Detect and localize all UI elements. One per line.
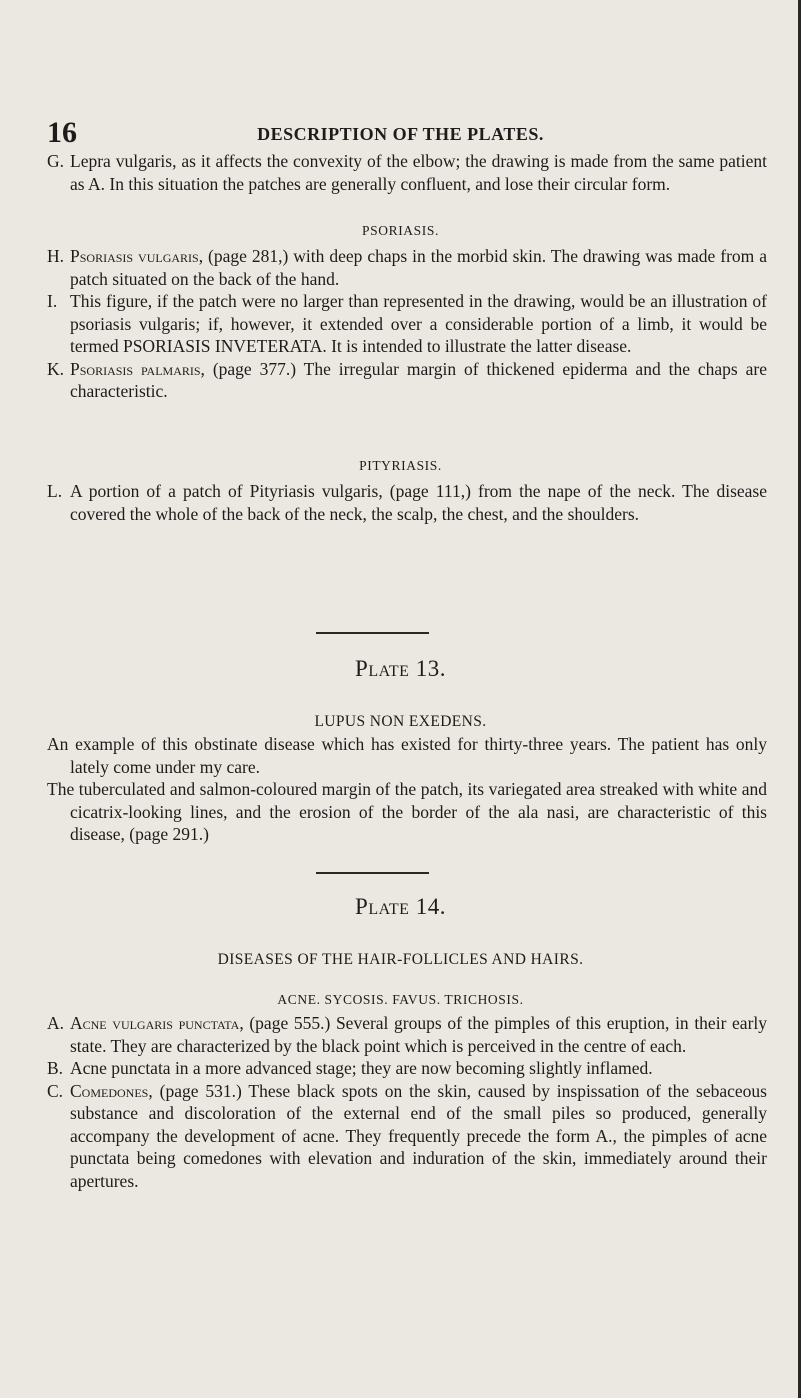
entry-text: (page 531.) These black spots on the skin, caused by inspissation of the sebaceous substance and discoloration of the external end of the small piles so produced, generally accompany the development of acne. They frequently precede the form A., the pimples of acne punctata being comedones with elevation and induration of the skin, immediately around their apertures. [70, 1080, 767, 1191]
entry-b [47, 1057, 767, 1080]
entry-label: B. [47, 1058, 64, 1078]
entry-text: (page 281,) with deep chaps in the morbid skin. The drawing was made from a patch situated on the back of the hand. [70, 246, 767, 289]
entry-lead: Comedones, [70, 1080, 153, 1101]
entry-text: (page 555.) Several groups of the pimples of this eruption, in their early state. They are characterized by the black point which is perceived in the centre of each. [70, 1013, 768, 1056]
entry-text: This figure, if the patch were no larger than represented in the drawing, would be an illustration of psoriasis vulgaris; if, however, it extended over a considerable portion of a limb, it would be termed PSORIASIS INVETERATA. It is intended to illustrate the latter disease. [70, 291, 767, 356]
page-number: 16 [47, 116, 77, 149]
plate-13-block [47, 733, 767, 846]
entry-c [47, 1080, 767, 1193]
plate-13-paragraph: An example of this obstinate disease which has existed for thirty-three years. The patient has only lately come under my care. [47, 734, 767, 777]
plate-14-title: Plate 14. [355, 894, 446, 919]
entry-text: (page 377.) The irregular margin of thickened epiderma and the chaps are characteristic. [70, 358, 767, 401]
entry-i [47, 290, 767, 358]
running-title: DESCRIPTION OF THE PLATES. [257, 124, 544, 144]
entry-a [47, 1012, 767, 1057]
entry-lead: Psoriasis palmaris, [70, 358, 205, 379]
pityriasis-block [47, 480, 767, 525]
section-rule [316, 872, 429, 874]
entry-label: H. [47, 246, 65, 266]
entry-lead: Psoriasis vulgaris, [70, 246, 204, 266]
entry-text: A portion of a patch of Pityriasis vulgaris, (page 111,) from the nape of the neck. The disease covered the whole of the back of the neck, the scalp, the chest, and the shoulders. [70, 481, 767, 524]
psoriasis-block [47, 245, 767, 403]
entry-label: L. [47, 481, 63, 501]
entry-text: Acne punctata in a more advanced stage; they are now becoming slightly inflamed. [70, 1058, 653, 1078]
entry-text: Lepra vulgaris, as it affects the convexity of the elbow; the drawing is made from the same patient as A. In this situation the patches are generally confluent, and lose their circular form. [70, 151, 767, 194]
entry-lead: Acne vulgaris punctata, [70, 1013, 244, 1033]
section-rule [316, 632, 429, 634]
plate-13-paragraph: The tuberculated and salmon-coloured margin of the patch, its variegated area streaked with white and cicatrix-looking lines, and the erosion of the border of the ala nasi, are characteristic of this disease, (page 291.) [47, 779, 767, 844]
plate-13-subtitle: LUPUS NON EXEDENS. [314, 713, 487, 730]
entry-h [47, 245, 767, 290]
entry-g [47, 150, 767, 195]
entry-g-block [47, 150, 767, 195]
page-header [0, 116, 801, 150]
plate-14-block [47, 1012, 767, 1192]
plate-13-title: Plate 13. [355, 656, 446, 681]
entry-l [47, 480, 767, 525]
entry-label: I. [47, 291, 58, 311]
plate-14-subheading: ACNE. SYCOSIS. FAVUS. TRICHOSIS. [277, 992, 524, 1007]
entry-label: G. [47, 151, 65, 171]
psoriasis-heading: PSORIASIS. [362, 223, 439, 238]
entry-label: A. [47, 1013, 65, 1033]
entry-k [47, 358, 767, 403]
plate-14-subtitle: DISEASES OF THE HAIR-FOLLICLES AND HAIRS. [217, 951, 584, 968]
entry-label: C. [47, 1080, 64, 1101]
pityriasis-heading: PITYRIASIS. [359, 458, 442, 473]
entry-label: K. [47, 358, 65, 379]
